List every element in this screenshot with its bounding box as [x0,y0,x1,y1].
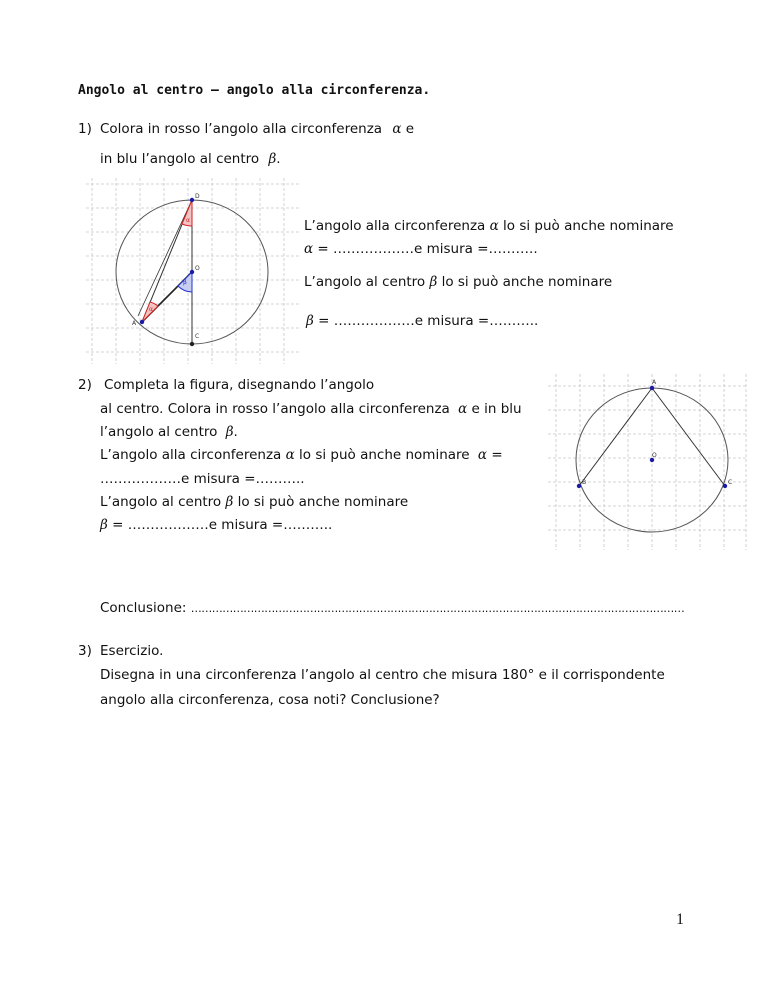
question-alpha [304,217,674,235]
line-text-end: lo si può anche nominare [237,494,409,510]
figure-2-grid [548,374,748,550]
section-2-line-4 [100,446,503,464]
section-2-line-2 [100,400,522,418]
page-number: 1 [676,911,684,928]
beta-symbol: β [225,494,234,510]
label-a: A [132,320,137,327]
figure-1 [86,178,300,364]
line-text-end: . [233,424,238,440]
fill-beta [306,312,538,330]
alpha-symbol: α [285,447,295,463]
question-alpha-text-end: lo si può anche nominare [503,218,674,234]
page-title: Angolo al centro – angolo alla circonferenza. [78,83,431,98]
line-text: = ………………e misura =……….. [112,517,333,533]
section-2-line-3 [100,423,238,441]
section-2-line-6 [100,493,408,511]
point-a [650,386,654,390]
label-c: C [728,479,733,486]
fill-beta-text: = ………………e misura =……….. [318,313,539,329]
label-o: O [195,265,200,272]
conclusione-line [100,599,684,618]
beta-symbol: β [225,424,234,440]
figure-2 [548,374,748,550]
label-alpha-top: α [186,217,190,224]
label-b: B [582,479,587,486]
section-2-line-1: Completa la figura, disegnando l’angolo [104,377,375,393]
question-beta-text: L’angolo al centro [304,274,426,290]
question-alpha-text: L’angolo alla circonferenza [304,218,486,234]
label-d: D [195,193,200,200]
line-text-end: e in blu [471,401,522,417]
section-3-line-2: angolo alla circonferenza, cosa noti? Conclusione? [100,692,440,708]
line-text: l’angolo al centro [100,424,218,440]
fill-alpha-text: = ………………e misura =……….. [317,241,538,257]
section-3-heading: Esercizio. [100,643,164,659]
line-text: al centro. Colora in rosso l’angolo alla circonferenza [100,401,450,417]
line-text: L’angolo al centro [100,494,222,510]
instruction-text-end: e [405,121,415,137]
section-2-number: 2) [78,377,92,393]
question-beta-text-end: lo si può anche nominare [441,274,613,290]
section-2-line-5: ………………e misura =……….. [100,471,305,487]
point-c [190,342,194,346]
section-1-instruction-1 [100,120,414,138]
chord-ab [579,388,652,486]
label-beta: β [183,279,187,286]
section-1-instruction-2 [100,150,281,168]
point-b [577,484,581,488]
beta-symbol: β [268,151,277,167]
alpha-symbol: α [392,121,402,137]
beta-symbol: β [100,517,108,533]
beta-symbol: β [306,313,314,329]
label-c: C [195,333,200,340]
alpha-symbol: α [489,218,499,234]
instruction-text-end: . [276,151,281,167]
fill-alpha [304,240,538,258]
section-1-number: 1) [78,121,92,137]
label-a: A [652,379,657,386]
instruction-text: in blu l’angolo al centro [100,151,260,167]
alpha-symbol: α [458,401,468,417]
point-c [723,484,727,488]
line-text: L’angolo alla circonferenza [100,447,282,463]
section-2-line-7 [100,516,332,534]
alpha-symbol: α [304,241,314,257]
point-o [190,270,194,274]
alpha-symbol: α [477,447,488,463]
point-d [190,198,194,202]
chord-ac [652,388,725,486]
instruction-text: Colora in rosso l’angolo alla circonferenza [100,121,383,137]
point-a [140,320,144,324]
question-beta [304,273,612,291]
section-3-line-1: Disegna in una circonferenza l’angolo al centro che misura 180° e il corrispondente [100,667,665,683]
section-3-number: 3) [78,643,92,659]
conclusione-dots: …………………………………………………………………………………………………………………………… [190,602,685,615]
label-o: O [652,452,657,459]
line-text-end: = [491,447,503,463]
line-text-mid: lo si può anche nominare [299,447,470,463]
beta-symbol: β [429,274,438,290]
label-alpha-bottom: α [149,306,153,313]
conclusione-label: Conclusione: [100,600,187,616]
